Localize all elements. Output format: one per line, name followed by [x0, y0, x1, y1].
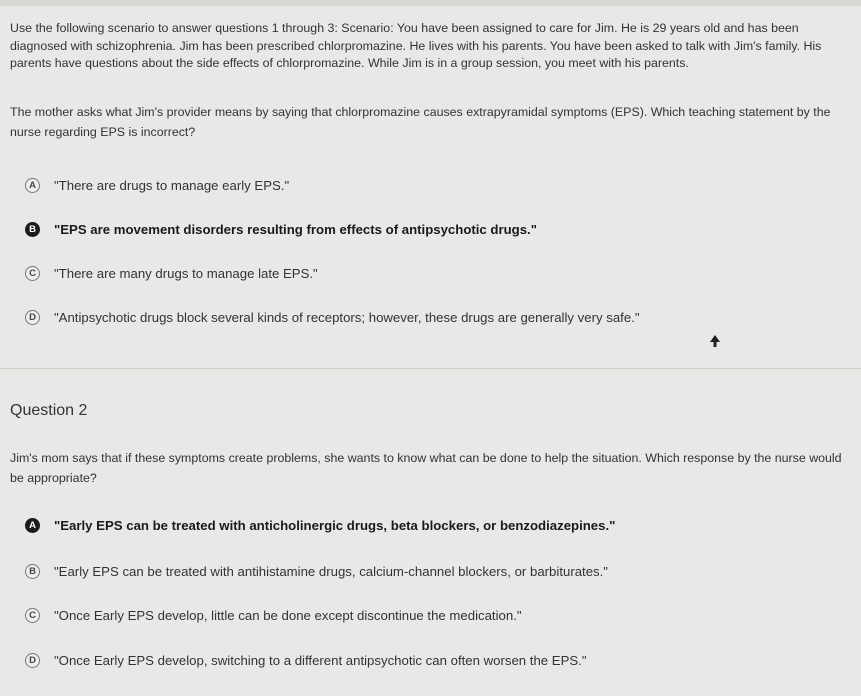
q1-option-a[interactable]	[25, 175, 289, 195]
q1-option-b-text: "EPS are movement disorders resulting from effects of antipsychotic drugs."	[54, 221, 537, 237]
q1-option-a-text: "There are drugs to manage early EPS."	[54, 177, 290, 193]
q2-option-b[interactable]	[25, 561, 608, 581]
q1-option-c-text: "There are many drugs to manage late EPS."	[54, 265, 318, 281]
question-2-heading: Question 2	[10, 402, 88, 419]
q2-option-c-text: "Once Early EPS develop, little can be done except discontinue the medication."	[54, 607, 522, 623]
q1-option-d-radio[interactable]: D	[25, 310, 40, 325]
mouse-cursor-icon	[710, 335, 720, 347]
q2-option-a-text: "Early EPS can be treated with anticholinergic drugs, beta blockers, or benzodiazepines."	[54, 517, 616, 533]
q1-option-b[interactable]	[25, 219, 537, 239]
q2-option-d-text: "Once Early EPS develop, switching to a different antipsychotic can often worsen the EPS."	[54, 652, 587, 668]
section-divider	[0, 368, 861, 369]
q1-option-b-radio[interactable]: B	[25, 222, 40, 237]
q1-option-d[interactable]	[25, 307, 640, 327]
top-strip	[0, 0, 861, 6]
scenario-text: Use the following scenario to answer questions 1 through 3: Scenario: You have been assigned to care for Jim. He is 29 years old and has been diagnosed with schizophrenia. Jim has been prescribed chlorpromazine. He lives with his parents. You have been asked to talk with Jim's family. His parents have questions about the side effects of chlorpromazine. While Jim is in a group session, you meet with his parents.	[10, 21, 822, 70]
q1-option-a-radio[interactable]: A	[25, 178, 40, 193]
q2-option-b-text: "Early EPS can be treated with antihistamine drugs, calcium-channel blockers, or barbiturates."	[54, 563, 608, 579]
q2-option-c-radio[interactable]: C	[25, 608, 40, 623]
q2-option-a-radio[interactable]: A	[25, 518, 40, 533]
q1-option-c-radio[interactable]: C	[25, 266, 40, 281]
question-2-text: Jim's mom says that if these symptoms create problems, she wants to know what can be done to help the situation. Which response by the nurse would be appropriate?	[10, 451, 842, 485]
q2-option-c[interactable]	[25, 605, 522, 625]
q2-option-d[interactable]	[25, 650, 587, 670]
q1-option-c[interactable]	[25, 263, 318, 283]
q2-option-a[interactable]	[25, 515, 615, 535]
q2-option-b-radio[interactable]: B	[25, 564, 40, 579]
question-1-text: The mother asks what Jim's provider means by saying that chlorpromazine causes extrapyramidal symptoms (EPS). Which teaching statement by the nurse regarding EPS is incorrect?	[10, 105, 831, 139]
q1-option-d-text: "Antipsychotic drugs block several kinds of receptors; however, these drugs are generally very safe."	[54, 309, 640, 325]
q2-option-d-radio[interactable]: D	[25, 653, 40, 668]
